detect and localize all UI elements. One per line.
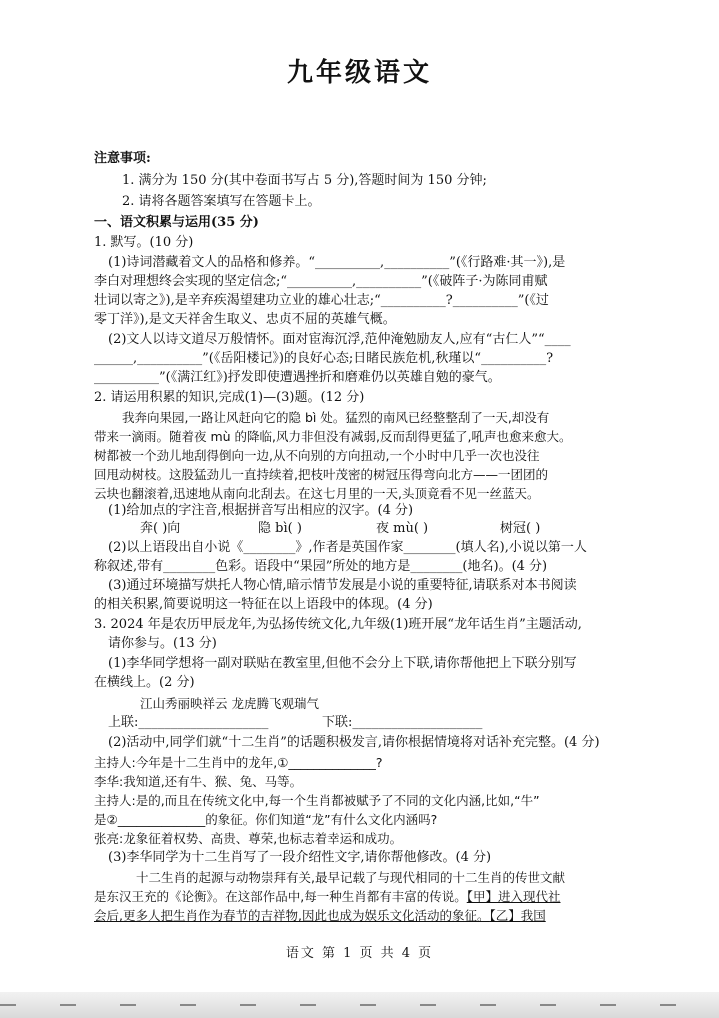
dialogue-line: 是②______________的象征。你们知道“龙”有什么文化内涵吗? [94, 812, 438, 827]
q2-heading: 2. 请运用积累的知识,完成(1)—(3)题。(12 分) [94, 390, 365, 405]
pinyin-blank: 树冠( ) [500, 521, 541, 536]
page-title: 九年级语文 [286, 58, 432, 88]
pinyin-blank: 隐 bì( ) [258, 521, 302, 536]
dialogue-line: 主持人:今年是十二生肖中的龙年,①______________? [94, 755, 383, 770]
q3-sub2: (2)活动中,同学们就“十二生肖”的话题积极发言,请你根据情境将对话补充完整。(4 分) [108, 735, 600, 750]
q2-passage-line: 回甩动树枝。这股猛劲儿一直持续着,把枝叶茂密的树冠压得弯向北方——一团团的 [94, 467, 548, 482]
note-1: 1. 满分为 150 分(其中卷面书写占 5 分),答题时间为 150 分钟; [122, 173, 487, 188]
scan-marks [0, 1004, 719, 1006]
q2-sub3: 的相关积累,简要说明这一特征在以上语段中的体现。(4 分) [94, 597, 433, 612]
q3-heading: 3. 2024 年是农历甲辰龙年,为弘扬传统文化,九年级(1)班开展“龙年话生肖”主题活动, [94, 617, 582, 632]
q1-line: (1)诗词潜藏着文人的品格和修养。“__________,__________”(《行路难·其一》),是 [108, 255, 566, 270]
q2-sub2: (2)以上语段出自小说《________》,作者是英国作家________(填人名),小说以第一人 [108, 540, 587, 555]
q1-line: __________”(《满江红》)抒发即使遭遇挫折和磨难仍以英雄自勉的豪气。 [94, 370, 501, 385]
q2-sub2: 称叙述,带有________色彩。语段中“果园”所处的地方是________(地名)。(4 分) [94, 559, 548, 574]
section-heading: 一、语文积累与运用(35 分) [94, 215, 259, 230]
q3-sub1: (1)李华同学想将一副对联贴在教室里,但他不会分上下联,请你帮他把上下联分别写 [108, 656, 577, 671]
paragraph-text: 是东汉王充的《论衡》。在这部作品中,每一种生肖都有丰富的传说。 [94, 889, 467, 904]
xialian-field: 下联:____________________ [322, 715, 483, 730]
q1-line: 壮词以寄之》),是辛弃疾渴望建功立业的雄心壮志;“__________?__________”(《过 [94, 293, 549, 308]
q2-sub3: (3)通过环境描写烘托人物心情,暗示情节发展是小说的重要特征,请联系对本书阅读 [108, 578, 577, 593]
q2-passage-line: 云块也翻滚着,迅速地从南向北刮去。在这七月里的一天,头顶竟看不见一丝蓝天。 [94, 486, 540, 501]
q1-line: ______,__________”(《岳阳楼记》)的良好心态;日睹民族危机,秋瑾以“__________? [94, 351, 554, 366]
q2-sub1: (1)给加点的字注音,根据拼音写出相应的汉字。(4 分) [108, 503, 414, 518]
page-footer: 语文 第 1 页 共 4 页 [285, 946, 434, 961]
paragraph-line: 十二生肖的起源与动物崇拜有关,最早记载了与现代相同的十二生肖的传世文献 [136, 870, 565, 885]
notice-heading: 注意事项: [94, 151, 151, 166]
q2-passage-line: 树都被一个劲儿地刮得倒向一边,从不向别的方向扭动,一个小时中几乎一次也没往 [94, 448, 540, 463]
pinyin-blank: 夜 mù( ) [376, 521, 429, 536]
paragraph-line [94, 907, 546, 925]
q1-line: 李白对理想终会实现的坚定信念;“__________,__________”(《破阵子·为陈同甫赋 [94, 274, 548, 289]
marked-sentence-text: 会后,更多人把生肖作为春节的吉祥物,因此也成为娱乐文化活动的象征。 [94, 908, 490, 923]
q2-passage-line: 我奔向果园,一路让风赶向它的隐 bì 处。猛烈的南风已经整整刮了一天,却没有 [122, 410, 550, 425]
q3-sub1: 在横线上。(2 分) [94, 675, 195, 690]
q3-sub3: (3)李华同学为十二生肖写了一段介绍性文字,请你帮他修改。(4 分) [108, 850, 492, 865]
pinyin-blank: 奔( )向 [140, 521, 181, 536]
q3-heading: 请你参与。(13 分) [108, 636, 217, 651]
q1-line: 零丁洋》),是文天祥舍生取义、忠贞不屈的英雄气概。 [94, 312, 396, 327]
paragraph-line [94, 888, 561, 906]
note-2: 2. 请将各题答案填写在答题卡上。 [122, 194, 321, 209]
dialogue-line: 主持人:是的,而且在传统文化中,每一个生肖都被赋予了不同的文化内涵,比如,“牛” [94, 793, 540, 808]
q2-passage-line: 带来一滴雨。随着夜 mù 的降临,风力非但没有减弱,反而刮得更猛了,吼声也愈来愈大。 [94, 429, 572, 444]
marked-sentence-jia: 【甲】进入现代社 [466, 889, 561, 904]
q1-heading: 1. 默写。(10 分) [94, 235, 194, 250]
dialogue-line: 李华:我知道,还有牛、猴、兔、马等。 [94, 774, 303, 789]
shanglian-field: 上联:____________________ [108, 715, 269, 730]
couplet-text: 江山秀丽映祥云 龙虎腾飞观瑞气 [140, 696, 319, 711]
marked-sentence-yi: 【乙】我国 [489, 908, 546, 923]
dialogue-line: 张亮:龙象征着权势、高贵、尊荣,也标志着幸运和成功。 [94, 831, 403, 846]
q1-line: (2)文人以诗文道尽万般情怀。面对宦海沉浮,范仲淹勉励友人,应有“古仁人”“____ [108, 332, 571, 347]
